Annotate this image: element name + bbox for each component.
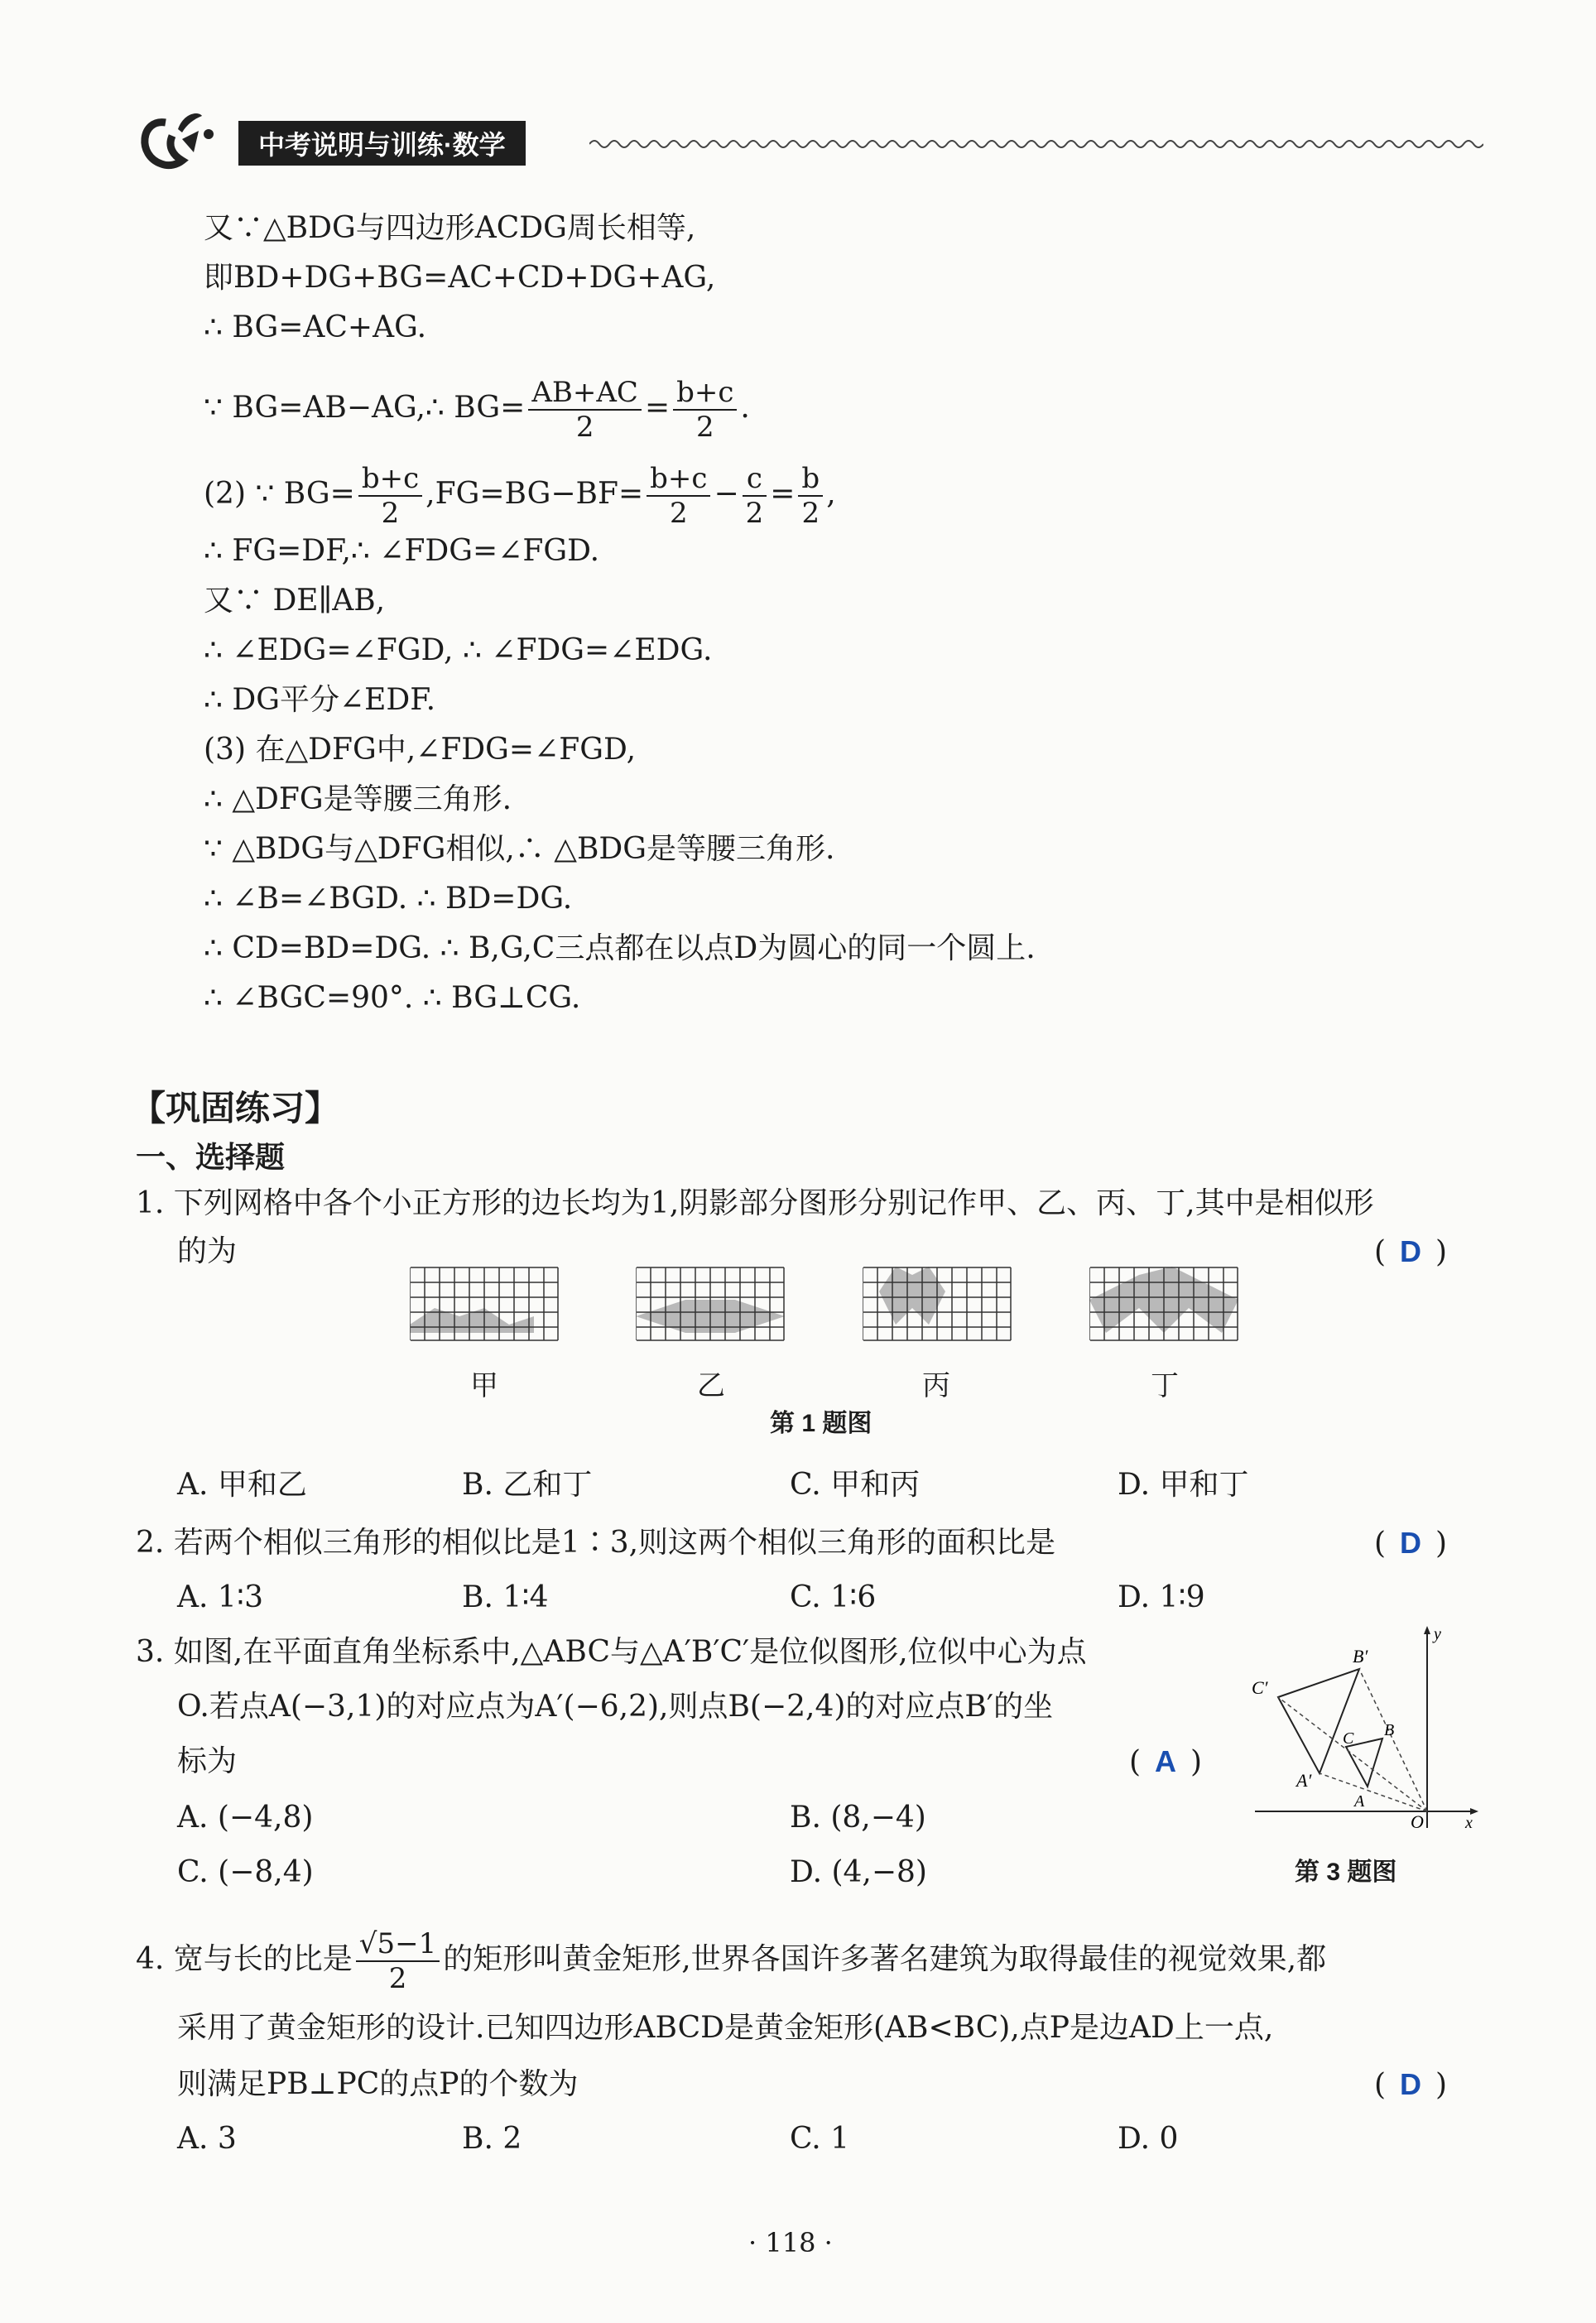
q1-answer-bracket: [1374, 1234, 1447, 1271]
fraction-b: [798, 462, 823, 530]
q1-option-c: C. 甲和丙: [790, 1468, 921, 1502]
paren-close: ): [1190, 1745, 1203, 1779]
paren-open: (: [1129, 1745, 1142, 1779]
q1-answer: D: [1400, 1234, 1422, 1268]
solution-line-5: [204, 462, 836, 530]
q1-option-a: A. 甲和乙: [177, 1468, 307, 1502]
q4-answer: D: [1400, 2067, 1422, 2101]
q1-option-d: D. 甲和丁: [1118, 1468, 1249, 1502]
label-c-prime: C′: [1252, 1677, 1268, 1698]
q3-coordinate-figure: [1248, 1623, 1480, 1830]
paren-close: ): [1435, 1235, 1448, 1269]
q4-line-1: [136, 1927, 1326, 1995]
fraction-ab-ac: [528, 376, 642, 444]
fraction-numerator: AB+AC: [528, 376, 642, 411]
q1-label-ding: 丁: [1151, 1369, 1179, 1402]
q3-line-3: 标为: [177, 1744, 238, 1778]
solution-line-8: ∴ ∠EDG=∠FGD, ∴ ∠FDG=∠EDG.: [204, 633, 713, 667]
q2-option-b: B. 1∶4: [462, 1580, 549, 1614]
q3-option-b: B. (8,−4): [790, 1801, 926, 1835]
solution-line-5-text: (2) ∵ BG=: [204, 477, 355, 511]
fraction-c: [743, 462, 767, 530]
grid-lines: [636, 1267, 784, 1340]
q1-grid-bing: [863, 1267, 1012, 1341]
section-title: 【巩固练习】: [131, 1089, 340, 1128]
paren-open: (: [1374, 1235, 1387, 1269]
fraction-denominator: 2: [695, 411, 714, 444]
fraction-numerator: b: [798, 462, 823, 497]
solution-line-10: (3) 在△DFG中,∠FDG=∠FGD,: [204, 733, 637, 767]
minus-sign: −: [714, 477, 739, 511]
label-x: x: [1465, 1814, 1473, 1830]
solution-line-4: [204, 376, 750, 444]
q3-line-2: O.若点A(−3,1)的对应点为A′(−6,2),则点B(−2,4)的对应点B′的坐: [177, 1690, 1054, 1724]
period: .: [740, 391, 750, 425]
apple-logo-icon: [132, 106, 232, 172]
paren-open: (: [1374, 1527, 1387, 1561]
q2-answer: D: [1400, 1526, 1422, 1560]
equals-sign: =: [644, 391, 671, 425]
solution-line-2: 即BD+DG+BG=AC+CD+DG+AG,: [204, 261, 716, 295]
paren-close: ): [1435, 1527, 1448, 1561]
q1-grid-yi: [636, 1267, 785, 1341]
grid-lines: [863, 1267, 1011, 1340]
q3-line-1: 3. 如图,在平面直角坐标系中,△ABC与△A′B′C′是位似图形,位似中心为点: [136, 1635, 1087, 1669]
q2-answer-bracket: [1374, 1525, 1447, 1562]
solution-line-14: ∴ CD=BD=DG. ∴ B,G,C三点都在以点D为圆心的同一个圆上.: [204, 931, 1036, 965]
solution-line-9: ∴ DG平分∠EDF.: [204, 683, 436, 717]
fraction-numerator: b+c: [673, 376, 737, 411]
q1-grid-ding: [1089, 1267, 1238, 1341]
solution-line-4-text: ∵ BG=AB−AG,∴ BG=: [204, 391, 526, 425]
q4-option-c: C. 1: [790, 2122, 850, 2156]
section-subtitle: 一、选择题: [136, 1140, 286, 1174]
paren-open: (: [1374, 2068, 1387, 2102]
q3-option-c: C. (−8,4): [177, 1855, 314, 1889]
q1-figure-caption: 第 1 题图: [770, 1410, 873, 1437]
q2-option-c: C. 1∶6: [790, 1580, 877, 1614]
q4-line-3: 则满足PB⊥PC的点P的个数为: [177, 2067, 579, 2101]
label-b-prime: B′: [1353, 1646, 1368, 1666]
q4-line-2: 采用了黄金矩形的设计.已知四边形ABCD是黄金矩形(AB<BC),点P是边AD上一点,: [177, 2011, 1274, 2045]
fraction-denominator: 2: [381, 497, 400, 530]
fraction-numerator: b+c: [647, 462, 710, 497]
fraction-b-c: [647, 462, 710, 530]
fraction-denominator: 2: [745, 497, 764, 530]
fraction-numerator: √5−1: [356, 1927, 440, 1962]
header-title: 中考说明与训练·数学: [238, 121, 526, 166]
q1-grid-jia: [410, 1267, 559, 1341]
q4-answer-bracket: [1374, 2066, 1447, 2104]
q3-option-a: A. (−4,8): [177, 1801, 314, 1835]
q4-line-1-post: 的矩形叫黄金矩形,世界各国许多著名建筑为取得最佳的视觉效果,都: [443, 1942, 1327, 1976]
solution-line-5-mid: ,FG=BG−BF=: [425, 477, 644, 511]
q4-golden-fraction: [356, 1927, 440, 1995]
label-b: B: [1384, 1721, 1395, 1739]
q1-label-jia: 甲: [470, 1369, 498, 1402]
q1-label-bing: 丙: [922, 1369, 950, 1402]
comma: ,: [826, 477, 836, 511]
q3-answer-bracket: [1129, 1743, 1202, 1781]
equals-sign: =: [770, 477, 796, 511]
solution-line-15: ∴ ∠BGC=90°. ∴ BG⊥CG.: [204, 981, 581, 1015]
q2-option-a: A. 1∶3: [177, 1580, 264, 1614]
fraction-denominator: 2: [575, 411, 594, 444]
q3-figure-caption: 第 3 题图: [1295, 1859, 1397, 1886]
q2-text: 2. 若两个相似三角形的相似比是1∶3,则这两个相似三角形的面积比是: [136, 1526, 1056, 1560]
paren-close: ): [1435, 2068, 1448, 2102]
label-c: C: [1343, 1729, 1354, 1748]
fraction-denominator: 2: [669, 497, 688, 530]
label-a: A: [1354, 1792, 1365, 1811]
fraction-numerator: c: [743, 462, 767, 497]
triangle-abc-prime: [1278, 1669, 1359, 1773]
fraction-denominator: 2: [388, 1962, 407, 1995]
header-wave-line: [589, 136, 1483, 152]
fraction-b-c: [358, 462, 422, 530]
q1-label-yi: 乙: [697, 1369, 725, 1402]
solution-line-7: 又∵ DE∥AB,: [204, 584, 386, 618]
label-origin: O: [1411, 1811, 1424, 1830]
q1-option-b: B. 乙和丁: [462, 1468, 593, 1502]
label-y: y: [1434, 1625, 1441, 1643]
q1-line-2: 的为: [177, 1234, 238, 1268]
label-a-prime: A′: [1296, 1770, 1312, 1791]
fraction-b-c: [673, 376, 737, 444]
solution-line-12: ∵ △BDG与△DFG相似,∴ △BDG是等腰三角形.: [204, 832, 835, 866]
fraction-numerator: b+c: [358, 462, 422, 497]
q4-line-1-pre: 4. 宽与长的比是: [136, 1942, 353, 1976]
solution-line-13: ∴ ∠B=∠BGD. ∴ BD=DG.: [204, 882, 573, 916]
solution-line-6: ∴ FG=DF,∴ ∠FDG=∠FGD.: [204, 534, 600, 568]
q1-line-1: 1. 下列网格中各个小正方形的边长均为1,阴影部分图形分别记作甲、乙、丙、丁,其中是相似形: [136, 1186, 1374, 1220]
fraction-denominator: 2: [801, 497, 820, 530]
q3-answer: A: [1155, 1744, 1177, 1778]
y-axis-arrow-icon: [1424, 1626, 1430, 1634]
q2-option-d: D. 1∶9: [1118, 1580, 1205, 1614]
solution-line-11: ∴ △DFG是等腰三角形.: [204, 782, 512, 816]
q3-option-d: D. (4,−8): [790, 1855, 927, 1889]
solution-line-1: 又∵△BDG与四边形ACDG周长相等,: [204, 211, 696, 245]
q4-option-d: D. 0: [1118, 2122, 1179, 2156]
q4-option-a: A. 3: [177, 2122, 237, 2156]
q4-option-b: B. 2: [462, 2122, 522, 2156]
page-number: · 118 ·: [748, 2227, 833, 2258]
solution-line-3: ∴ BG=AC+AG.: [204, 310, 427, 344]
